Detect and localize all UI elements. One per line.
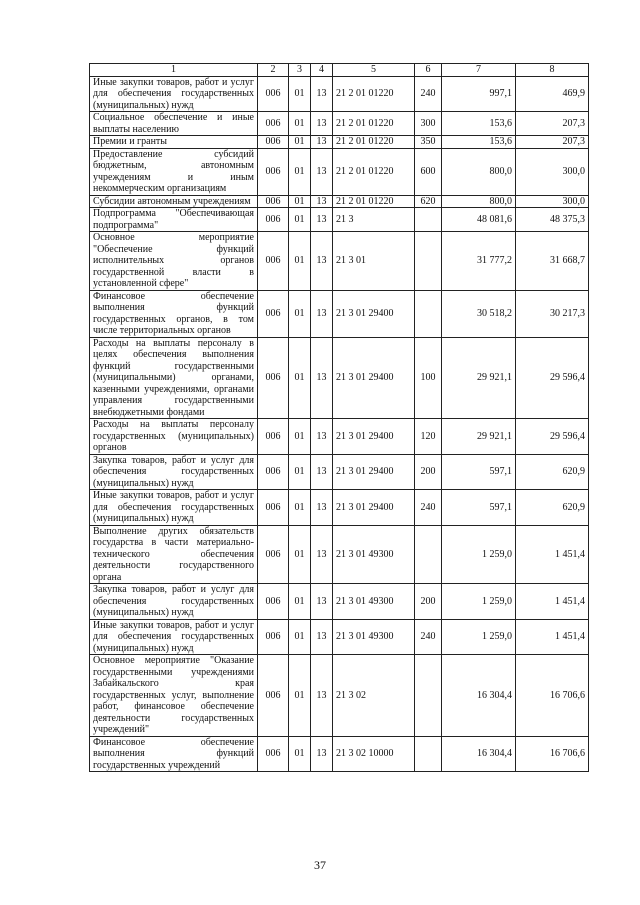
header-row [90, 64, 589, 77]
section-cell: 01 [289, 736, 311, 772]
expense-type-cell [415, 655, 442, 737]
amount-year2-cell: 469,9 [516, 76, 589, 112]
admin-code-cell: 006 [258, 490, 289, 526]
header-cell: 3 [289, 64, 311, 77]
expense-type-cell: 240 [415, 76, 442, 112]
admin-code-cell: 006 [258, 76, 289, 112]
section-cell: 01 [289, 290, 311, 337]
amount-year2-cell: 620,9 [516, 454, 589, 490]
amount-year2-cell: 16 706,6 [516, 655, 589, 737]
admin-code-cell: 006 [258, 208, 289, 232]
target-article-cell: 21 2 01 01220 [333, 148, 415, 195]
target-article-cell: 21 3 01 29400 [333, 490, 415, 526]
amount-year2-cell: 31 668,7 [516, 232, 589, 291]
expense-type-cell: 350 [415, 136, 442, 149]
row-name-cell: Закупка товаров, работ и услуг для обеспечения государственных (муниципальных) нужд [90, 454, 258, 490]
row-name-cell: Расходы на выплаты персоналу в целях обеспечения выполнения функций государственными (муниципальными) органами, казенными учреждениями, органами управления государственными внебюджетными фондами [90, 337, 258, 419]
amount-year2-cell: 300,0 [516, 195, 589, 208]
admin-code-cell: 006 [258, 195, 289, 208]
subsection-cell: 13 [311, 736, 333, 772]
admin-code-cell: 006 [258, 337, 289, 419]
amount-year2-cell: 1 451,4 [516, 525, 589, 584]
target-article-cell: 21 3 01 29400 [333, 454, 415, 490]
subsection-cell: 13 [311, 490, 333, 526]
expense-type-cell: 300 [415, 112, 442, 136]
table-body [90, 64, 589, 772]
amount-year2-cell: 29 596,4 [516, 337, 589, 419]
row-name-cell: Финансовое обеспечение выполнения функций государственных органов, в том числе территориальных органов [90, 290, 258, 337]
table-row [90, 584, 589, 620]
admin-code-cell: 006 [258, 148, 289, 195]
amount-year2-cell: 29 596,4 [516, 419, 589, 455]
table-row [90, 290, 589, 337]
row-name-cell: Закупка товаров, работ и услуг для обеспечения государственных (муниципальных) нужд [90, 584, 258, 620]
row-name-cell: Социальное обеспечение и иные выплаты населению [90, 112, 258, 136]
subsection-cell: 13 [311, 619, 333, 655]
section-cell: 01 [289, 195, 311, 208]
row-name-cell: Расходы на выплаты персоналу государственных (муниципальных) органов [90, 419, 258, 455]
row-name-cell: Подпрограмма "Обеспечивающая подпрограмма" [90, 208, 258, 232]
amount-year1-cell: 30 518,2 [442, 290, 516, 337]
subsection-cell: 13 [311, 148, 333, 195]
section-cell: 01 [289, 112, 311, 136]
amount-year1-cell: 1 259,0 [442, 619, 516, 655]
row-name-cell: Иные закупки товаров, работ и услуг для обеспечения государственных (муниципальных) нужд [90, 619, 258, 655]
admin-code-cell: 006 [258, 736, 289, 772]
amount-year1-cell: 153,6 [442, 136, 516, 149]
row-name-cell: Основное мероприятие "Оказание государственными учреждениями Забайкальского края государственных услуг, выполнение работ, финансовое обеспечение деятельности государственных учреждений" [90, 655, 258, 737]
subsection-cell: 13 [311, 208, 333, 232]
admin-code-cell: 006 [258, 136, 289, 149]
admin-code-cell: 006 [258, 584, 289, 620]
expense-type-cell: 120 [415, 419, 442, 455]
row-name-cell: Выполнение других обязательств государства в части материально-технического обеспечения деятельности государственного органа [90, 525, 258, 584]
admin-code-cell: 006 [258, 112, 289, 136]
admin-code-cell: 006 [258, 232, 289, 291]
target-article-cell: 21 3 [333, 208, 415, 232]
expense-type-cell [415, 232, 442, 291]
target-article-cell: 21 3 02 [333, 655, 415, 737]
expense-type-cell [415, 525, 442, 584]
amount-year2-cell: 30 217,3 [516, 290, 589, 337]
target-article-cell: 21 3 01 29400 [333, 337, 415, 419]
amount-year1-cell: 800,0 [442, 148, 516, 195]
section-cell: 01 [289, 232, 311, 291]
expense-type-cell [415, 208, 442, 232]
target-article-cell: 21 3 01 29400 [333, 419, 415, 455]
table-row [90, 76, 589, 112]
amount-year1-cell: 29 921,1 [442, 337, 516, 419]
table-row [90, 454, 589, 490]
admin-code-cell: 006 [258, 290, 289, 337]
page-number: 37 [314, 858, 326, 872]
admin-code-cell: 006 [258, 419, 289, 455]
row-name-cell: Премии и гранты [90, 136, 258, 149]
amount-year2-cell: 16 706,6 [516, 736, 589, 772]
section-cell: 01 [289, 655, 311, 737]
expense-type-cell: 200 [415, 454, 442, 490]
table-row [90, 148, 589, 195]
amount-year1-cell: 48 081,6 [442, 208, 516, 232]
table-row [90, 490, 589, 526]
target-article-cell: 21 2 01 01220 [333, 136, 415, 149]
row-name-cell: Предоставление субсидий бюджетным, автономным учреждениям и иным некоммерческим организациям [90, 148, 258, 195]
target-article-cell: 21 3 01 [333, 232, 415, 291]
subsection-cell: 13 [311, 337, 333, 419]
header-cell: 1 [90, 64, 258, 77]
expense-type-cell: 600 [415, 148, 442, 195]
subsection-cell: 13 [311, 195, 333, 208]
row-name-cell: Иные закупки товаров, работ и услуг для обеспечения государственных (муниципальных) нужд [90, 490, 258, 526]
table-row [90, 337, 589, 419]
target-article-cell: 21 3 01 49300 [333, 584, 415, 620]
target-article-cell: 21 2 01 01220 [333, 112, 415, 136]
amount-year2-cell: 620,9 [516, 490, 589, 526]
table-row [90, 232, 589, 291]
amount-year1-cell: 153,6 [442, 112, 516, 136]
header-cell: 4 [311, 64, 333, 77]
target-article-cell: 21 2 01 01220 [333, 195, 415, 208]
amount-year1-cell: 1 259,0 [442, 525, 516, 584]
expense-type-cell: 200 [415, 584, 442, 620]
section-cell: 01 [289, 419, 311, 455]
target-article-cell: 21 2 01 01220 [333, 76, 415, 112]
table-row [90, 195, 589, 208]
subsection-cell: 13 [311, 112, 333, 136]
section-cell: 01 [289, 148, 311, 195]
section-cell: 01 [289, 337, 311, 419]
amount-year1-cell: 29 921,1 [442, 419, 516, 455]
target-article-cell: 21 3 01 29400 [333, 290, 415, 337]
amount-year1-cell: 16 304,4 [442, 655, 516, 737]
admin-code-cell: 006 [258, 454, 289, 490]
amount-year2-cell: 1 451,4 [516, 619, 589, 655]
row-name-cell: Финансовое обеспечение выполнения функций государственных учреждений [90, 736, 258, 772]
expense-type-cell [415, 736, 442, 772]
header-cell: 7 [442, 64, 516, 77]
section-cell: 01 [289, 136, 311, 149]
section-cell: 01 [289, 584, 311, 620]
table-row [90, 655, 589, 737]
amount-year2-cell: 207,3 [516, 112, 589, 136]
row-name-cell: Иные закупки товаров, работ и услуг для обеспечения государственных (муниципальных) нужд [90, 76, 258, 112]
amount-year1-cell: 31 777,2 [442, 232, 516, 291]
subsection-cell: 13 [311, 454, 333, 490]
budget-table [89, 63, 589, 772]
subsection-cell: 13 [311, 136, 333, 149]
header-cell: 2 [258, 64, 289, 77]
section-cell: 01 [289, 76, 311, 112]
subsection-cell: 13 [311, 655, 333, 737]
target-article-cell: 21 3 02 10000 [333, 736, 415, 772]
table-row [90, 208, 589, 232]
row-name-cell: Субсидии автономным учреждениям [90, 195, 258, 208]
amount-year2-cell: 48 375,3 [516, 208, 589, 232]
table-row [90, 419, 589, 455]
expense-type-cell: 240 [415, 619, 442, 655]
amount-year1-cell: 1 259,0 [442, 584, 516, 620]
admin-code-cell: 006 [258, 525, 289, 584]
section-cell: 01 [289, 490, 311, 526]
table-row [90, 112, 589, 136]
expense-type-cell: 100 [415, 337, 442, 419]
subsection-cell: 13 [311, 76, 333, 112]
table-row [90, 736, 589, 772]
target-article-cell: 21 3 01 49300 [333, 619, 415, 655]
subsection-cell: 13 [311, 419, 333, 455]
header-cell: 6 [415, 64, 442, 77]
table-row [90, 525, 589, 584]
target-article-cell: 21 3 01 49300 [333, 525, 415, 584]
amount-year2-cell: 207,3 [516, 136, 589, 149]
amount-year1-cell: 597,1 [442, 454, 516, 490]
expense-type-cell [415, 290, 442, 337]
section-cell: 01 [289, 454, 311, 490]
admin-code-cell: 006 [258, 655, 289, 737]
amount-year1-cell: 597,1 [442, 490, 516, 526]
section-cell: 01 [289, 619, 311, 655]
amount-year1-cell: 16 304,4 [442, 736, 516, 772]
subsection-cell: 13 [311, 290, 333, 337]
amount-year1-cell: 997,1 [442, 76, 516, 112]
expense-type-cell: 620 [415, 195, 442, 208]
subsection-cell: 13 [311, 584, 333, 620]
expense-type-cell: 240 [415, 490, 442, 526]
header-cell: 8 [516, 64, 589, 77]
table-row [90, 136, 589, 149]
section-cell: 01 [289, 525, 311, 584]
header-cell: 5 [333, 64, 415, 77]
row-name-cell: Основное мероприятие "Обеспечение функций исполнительных органов государственной власти в установленной сфере" [90, 232, 258, 291]
subsection-cell: 13 [311, 232, 333, 291]
admin-code-cell: 006 [258, 619, 289, 655]
amount-year2-cell: 300,0 [516, 148, 589, 195]
table-row [90, 619, 589, 655]
amount-year2-cell: 1 451,4 [516, 584, 589, 620]
section-cell: 01 [289, 208, 311, 232]
subsection-cell: 13 [311, 525, 333, 584]
amount-year1-cell: 800,0 [442, 195, 516, 208]
